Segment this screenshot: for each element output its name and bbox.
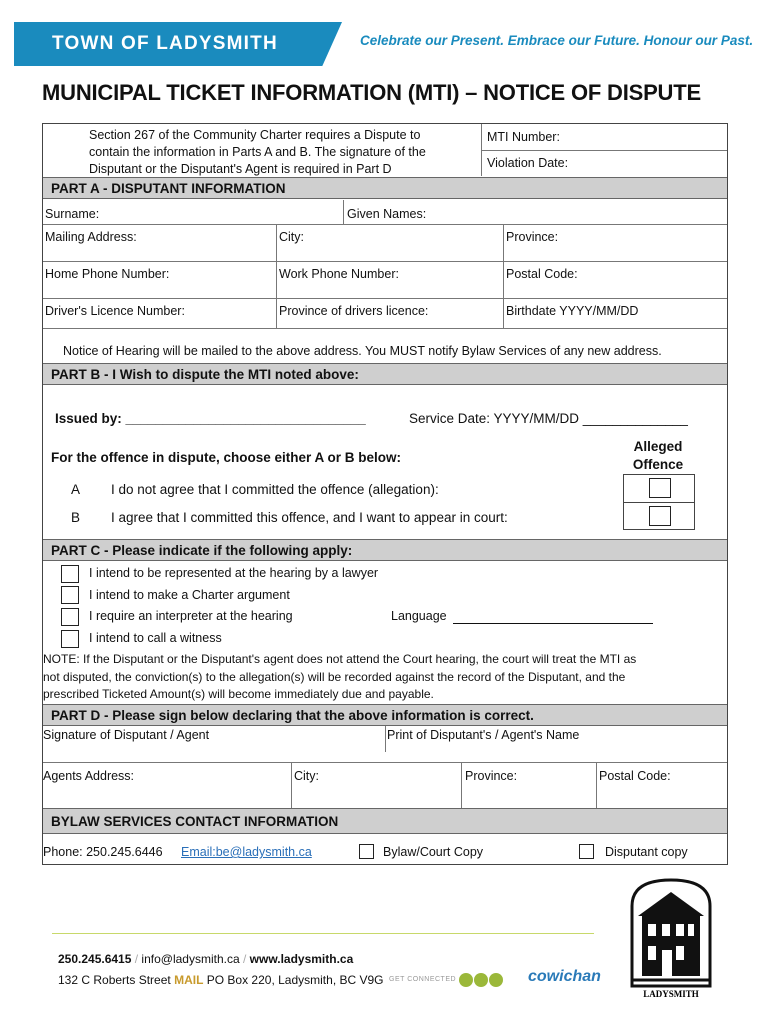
part-a-heading: PART A - DISPUTANT INFORMATION <box>43 177 727 199</box>
dispute-choose-label: For the offence in dispute, choose either A or B below: <box>51 450 402 465</box>
intro-text: Section 267 of the Community Charter requires a Dispute to contain the information in Parts A and B. The signature of the Disputant or the Disputant's Agent is required in Part D <box>89 128 426 176</box>
given-names-field[interactable]: Given Names: <box>347 207 427 221</box>
option-a-checkbox[interactable] <box>649 478 671 498</box>
alleged-offence-header: Alleged Offence <box>632 439 684 472</box>
agent-province-field[interactable]: Province: <box>465 769 518 783</box>
footer-contact: 250.245.6415 / info@ladysmith.ca / www.ladysmith.ca <box>58 952 354 966</box>
agent-postal-code-field[interactable]: Postal Code: <box>599 769 671 783</box>
work-phone-field[interactable]: Work Phone Number: <box>279 267 399 281</box>
home-phone-field[interactable]: Home Phone Number: <box>45 267 170 281</box>
option-a-text: I do not agree that I committed the offence (allegation): <box>111 482 439 497</box>
lawyer-label: I intend to be represented at the hearing by a lawyer <box>89 566 379 580</box>
option-a-letter: A <box>71 482 81 497</box>
footer-mail: PO Box 220, Ladysmith, BC V9G <box>206 973 384 987</box>
service-date-field[interactable]: Service Date: YYYY/MM/DD ______________ <box>409 411 688 426</box>
footer-address <box>58 973 384 987</box>
option-b-letter: B <box>71 510 81 525</box>
page-title: MUNICIPAL TICKET INFORMATION (MTI) – NOTICE OF DISPUTE <box>42 80 701 105</box>
ladysmith-crest-logo <box>628 876 714 1000</box>
town-name: TOWN OF LADYSMITH <box>52 33 278 54</box>
interpreter-label: I require an interpreter at the hearing <box>89 609 293 623</box>
twitter-icon[interactable] <box>474 973 488 987</box>
get-connected-label: GET CONNECTED <box>389 976 457 983</box>
court-note: NOTE: If the Disputant or the Disputant's agent does not attend the Court hearing, the court will treat the MTI as not disputed, the conviction(s) to the allegation(s) will be recorded against the record of the Disputant, and the prescribed Ticketed Amount(s) will become immediately due and payable. <box>43 652 637 701</box>
disputant-copy-label: Disputant copy <box>605 845 688 859</box>
footer-mail-label: MAIL <box>174 973 204 987</box>
part-b-heading: PART B - I Wish to dispute the MTI noted above: <box>43 363 727 385</box>
bylaw-email-link[interactable]: Email:be@ladysmith.ca <box>181 845 312 859</box>
witness-checkbox[interactable] <box>61 630 79 648</box>
issued-by-field[interactable]: Issued by: ________________________________ <box>55 411 366 426</box>
province-field[interactable]: Province: <box>506 230 559 244</box>
bylaw-phone: Phone: 250.245.6446 <box>43 845 163 859</box>
cowichan-logo: cowichan <box>528 968 601 985</box>
footer-web[interactable]: www.ladysmith.ca <box>249 952 354 966</box>
court-copy-checkbox[interactable] <box>359 844 374 859</box>
footer-divider <box>52 933 594 934</box>
instagram-icon[interactable] <box>489 973 503 987</box>
language-input[interactable] <box>453 623 653 624</box>
agent-city-field[interactable]: City: <box>294 769 319 783</box>
footer-email[interactable]: info@ladysmith.ca <box>141 952 240 966</box>
print-name-field[interactable]: Print of Disputant's / Agent's Name <box>387 728 580 742</box>
option-b-checkbox[interactable] <box>649 506 671 526</box>
part-c-heading: PART C - Please indicate if the following apply: <box>43 539 727 561</box>
slogan: Celebrate our Present. Embrace our Future. Honour our Past. <box>360 33 754 48</box>
bylaw-heading: BYLAW SERVICES CONTACT INFORMATION <box>43 808 727 834</box>
facebook-icon[interactable] <box>459 973 473 987</box>
footer-phone: 250.245.6415 <box>58 952 132 966</box>
charter-checkbox[interactable] <box>61 586 79 604</box>
surname-field[interactable]: Surname: <box>45 207 100 221</box>
violation-date-field[interactable]: Violation Date: <box>487 156 569 170</box>
mailing-address-field[interactable]: Mailing Address: <box>45 230 137 244</box>
drivers-licence-field[interactable]: Driver's Licence Number: <box>45 304 185 318</box>
birthdate-field[interactable]: Birthdate YYYY/MM/DD <box>506 304 639 318</box>
court-copy-label: Bylaw/Court Copy <box>383 845 484 859</box>
city-field[interactable]: City: <box>279 230 304 244</box>
mti-number-field[interactable]: MTI Number: <box>487 130 560 144</box>
signature-field[interactable]: Signature of Disputant / Agent <box>43 728 210 742</box>
charter-label: I intend to make a Charter argument <box>89 588 290 602</box>
postal-code-field[interactable]: Postal Code: <box>506 267 578 281</box>
agents-address-field[interactable]: Agents Address: <box>43 769 135 783</box>
logo-caption: LADYSMITH <box>643 989 699 999</box>
language-label: Language <box>391 609 447 623</box>
witness-label: I intend to call a witness <box>89 631 222 645</box>
province-licence-field[interactable]: Province of drivers licence: <box>279 304 429 318</box>
part-d-heading: PART D - Please sign below declaring that the above information is correct. <box>43 704 727 726</box>
interpreter-checkbox[interactable] <box>61 608 79 626</box>
address-notice: Notice of Hearing will be mailed to the above address. You MUST notify Bylaw Services of any new address. <box>63 344 662 358</box>
footer-street: 132 C Roberts Street <box>58 973 171 987</box>
lawyer-checkbox[interactable] <box>61 565 79 583</box>
dispute-form <box>42 123 728 865</box>
option-b-text: I agree that I committed this offence, and I want to appear in court: <box>111 510 508 525</box>
disputant-copy-checkbox[interactable] <box>579 844 594 859</box>
